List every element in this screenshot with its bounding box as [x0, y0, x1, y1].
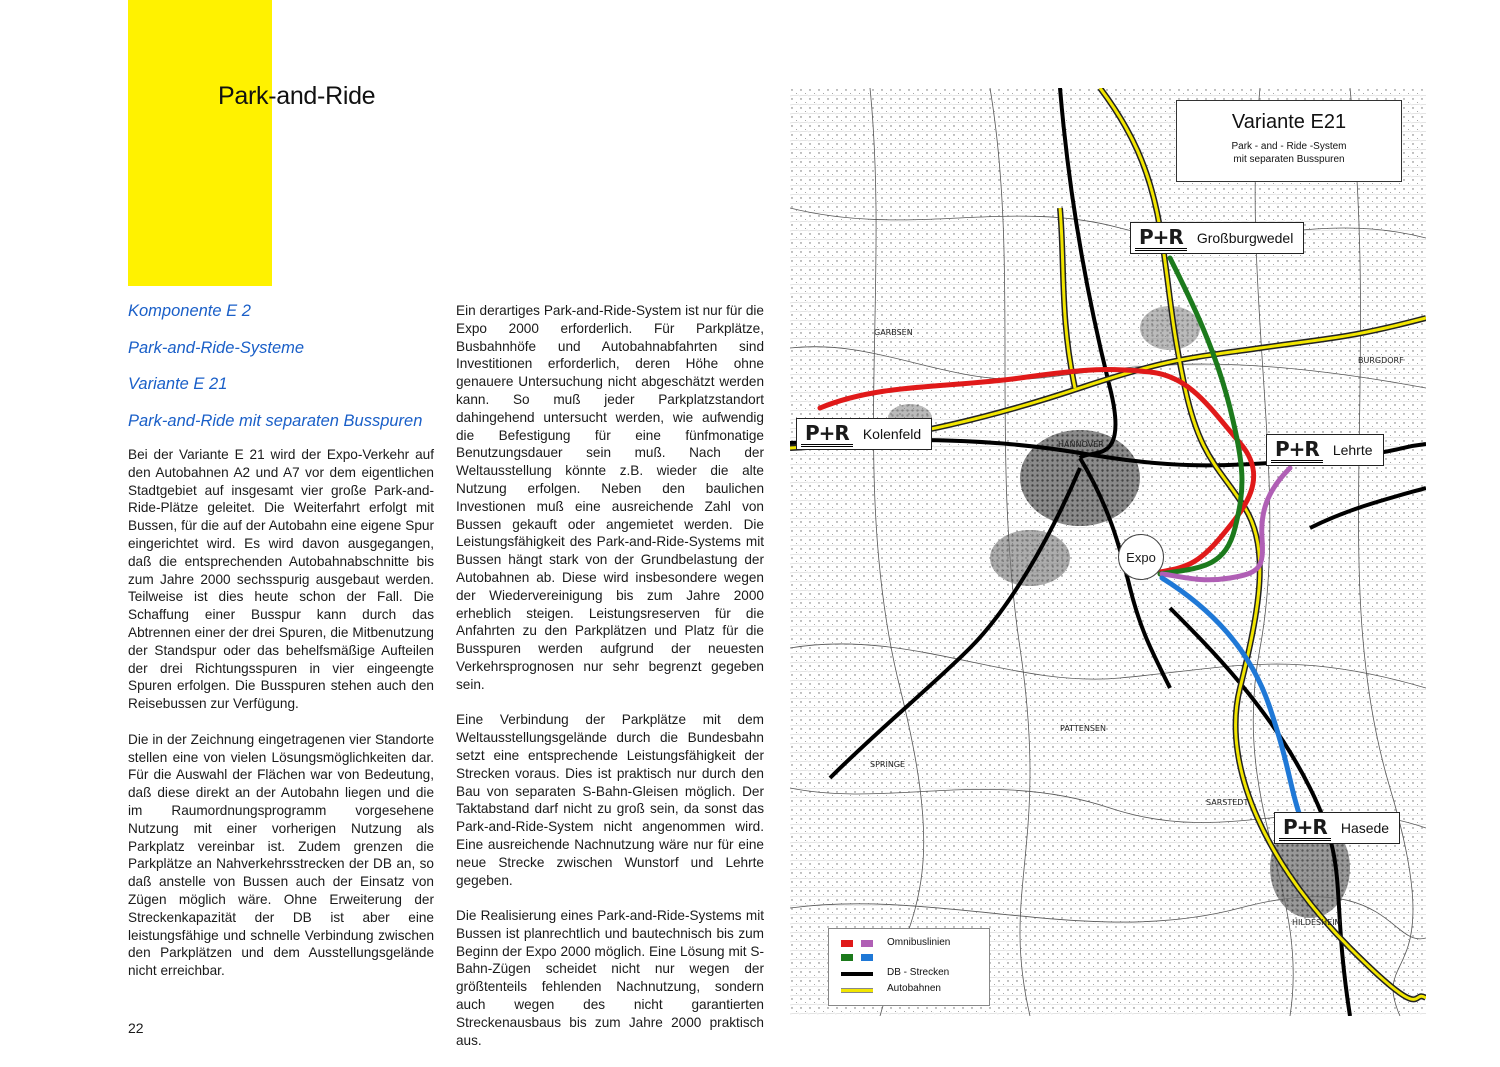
heading-systems: Park-and-Ride-Systeme	[128, 338, 305, 357]
label-hannover: HANNOVER	[1058, 440, 1104, 449]
legend-omnibus	[829, 937, 989, 951]
heading-subtitle: Park-and-Ride mit separaten Busspuren	[128, 411, 423, 430]
paragraph: Die Realisierung eines Park-and-Ride-Systems mit Bussen ist planrechtlich und bautechnisch bis zum Beginn der Expo 2000 möglich. Eine Lösung mit S-Bahn-Zügen scheidet nicht nur wegen der größtenteils fehlenden Nachnutzung, sondern auch wegen des nicht garantierten Streckenausbaus bis zum Jahre 2000 praktisch aus.	[456, 908, 764, 1048]
page-number: 22	[128, 1020, 144, 1036]
yellow-accent-block	[128, 0, 272, 286]
map-subtitle-1: Park - and - Ride -System	[1231, 141, 1347, 152]
pr-lehrte	[1266, 434, 1384, 466]
legend-label-autobahn: Autobahnen	[887, 983, 941, 994]
park-and-ride-icon: P+R	[1135, 226, 1187, 251]
paragraph: Ein derartiges Park-and-Ride-System ist nur für die Expo 2000 erforderlich. Für Parkplätze, Busbahnhöfe und Autobahnabfahrten sind Investitionen erforderlich, deren Höhe ohne genauere Untersuchung nicht abgeschätzt werden kann. So muß jeder Parkplatzstandort dahingehend untersucht werden, wie aufwendig die Befestigung für eine fünfmonatige Benutzungsdauer sein muß. Nach der Weltausstellung könnte z.B. wieder die alte Nutzung erfolgen. Neben den baulichen Investionen muß eine ausreichende Zahl von Bussen gekauft oder angemietet werden. Die Leistungsfähigkeit des Park-and-Ride-Systems mit Bussen hängt stark von der Grundbelastung der Autobahnen ab. Diese wird insbesondere wegen der Wiedervereinigung bis zum Jahre 2000 erheblich steigen. Leistungsreserven für die Anfahrten zu den Parkplätzen und Platz für die Busspuren werden aufgrund der neuesten Verkehrsprognosen nur sehr begrenzt gegeben sein.	[456, 303, 764, 692]
label-pattensen: PATTENSEN	[1060, 724, 1106, 733]
map-graphic	[790, 88, 1426, 1016]
legend-swatch-green	[841, 954, 853, 961]
map-title-box	[1176, 100, 1402, 182]
pr-location-label: Hasede	[1340, 820, 1390, 836]
label-burgdorf: BURGDORF	[1358, 356, 1404, 365]
legend-line-autobahn	[841, 988, 873, 993]
paragraph: Eine Verbindung der Parkplätze mit dem Weltausstellungsgelände durch die Bundesbahn setzt eine entsprechende Leistungsfähigkeit der Strecken voraus. Dies ist praktisch nur durch den Bau von separaten S-Bahn-Gleisen möglich. Der Taktabstand darf nicht zu groß sein, da sonst das Park-and-Ride-System nicht angenommen wird. Eine ausreichende Nachnutzung wäre nur für eine neue Strecke zwischen Wunstorf und Lehrte gegeben.	[456, 712, 764, 888]
map-subtitle-2: mit separaten Busspuren	[1233, 154, 1345, 165]
expo-marker	[1118, 534, 1164, 580]
pr-location-label: Großburgwedel	[1196, 230, 1294, 246]
pr-grossburgwedel	[1130, 222, 1304, 254]
page-title: Park-and-Ride	[218, 82, 376, 110]
map-legend	[828, 928, 990, 1006]
route-map	[790, 88, 1426, 1016]
legend-swatch-red	[841, 940, 853, 947]
heading-variant: Variante E 21	[128, 375, 228, 393]
legend-swatch-blue	[861, 954, 873, 961]
legend-label-omnibus: Omnibuslinien	[887, 937, 951, 948]
expo-label: Expo	[1126, 549, 1156, 565]
paragraph: Die in der Zeichnung eingetragenen vier Standorte stellen eine von vielen Lösungsmöglichkeiten dar. Für die Auswahl der Flächen war von Bedeutung, daß diese direkt an der Autobahn liegen und die im Raumordnungsprogramm vorgesehene Nutzung mit einer vorherigen Nutzung als Parkplatz vereinbar ist. Zudem grenzen die Parkplätze an Nahverkehrsstrecken der DB an, so daß anstelle von Bussen auch der Einsatz von Zügen möglich wäre. Ohne Erweiterung der Streckenkapazität der DB ist aber eine leistungsfähige und schnelle Verbindung zwischen den Parkplätzen und dem Ausstellungsgelände nicht erreichbar.	[128, 731, 434, 979]
label-garbsen: GARBSEN	[874, 328, 913, 337]
text-column-left	[128, 446, 434, 998]
pr-kolenfeld	[796, 418, 932, 450]
park-and-ride-icon: P+R	[801, 422, 853, 447]
legend-autobahn	[829, 983, 989, 997]
label-hildesheim: HILDESHEIM	[1292, 918, 1342, 927]
pr-location-label: Lehrte	[1332, 442, 1373, 458]
heading-component: Komponente E 2	[128, 302, 251, 320]
pr-location-label: Kolenfeld	[862, 426, 922, 442]
label-sarstedt: SARSTEDT	[1206, 798, 1249, 807]
park-and-ride-icon: P+R	[1271, 438, 1323, 463]
pr-hasede	[1274, 812, 1400, 844]
label-springe: SPRINGE	[870, 760, 906, 769]
section-headings	[128, 300, 448, 446]
paragraph: Bei der Variante E 21 wird der Expo-Verkehr auf den Autobahnen A2 und A7 vor dem eigentlichen Stadtgebiet auf insgesamt vier große Park-and-Ride-Plätze geleitet. Die Weiterfahrt erfolgt mit Bussen, für die auf der Autobahn eine eigene Spur eingerichtet wird. Es wird davon ausgegangen, daß die entsprechenden Autobahnabschnitte bis zum Jahre 2000 sechsspurig ausgebaut werden. Teilweise ist dies heute schon der Fall. Die Schaffung einer Busspur kann durch das Abtrennen einer der drei Spuren, die Mitbenutzung der Standspur oder das behelfsmäßige Aufteilen der drei Richtungsspuren in vier eingeengte Spuren erfolgen. Die Busspuren stehen auch den Reisebussen zur Verfügung.	[128, 447, 434, 712]
legend-omnibus-2	[829, 951, 989, 965]
legend-line-rail	[841, 972, 873, 976]
legend-db	[829, 967, 989, 981]
text-column-right	[456, 302, 764, 1067]
legend-label-db: DB - Strecken	[887, 967, 950, 978]
map-title: Variante E21	[1231, 111, 1347, 133]
legend-swatch-purple	[861, 940, 873, 947]
park-and-ride-icon: P+R	[1279, 816, 1331, 841]
